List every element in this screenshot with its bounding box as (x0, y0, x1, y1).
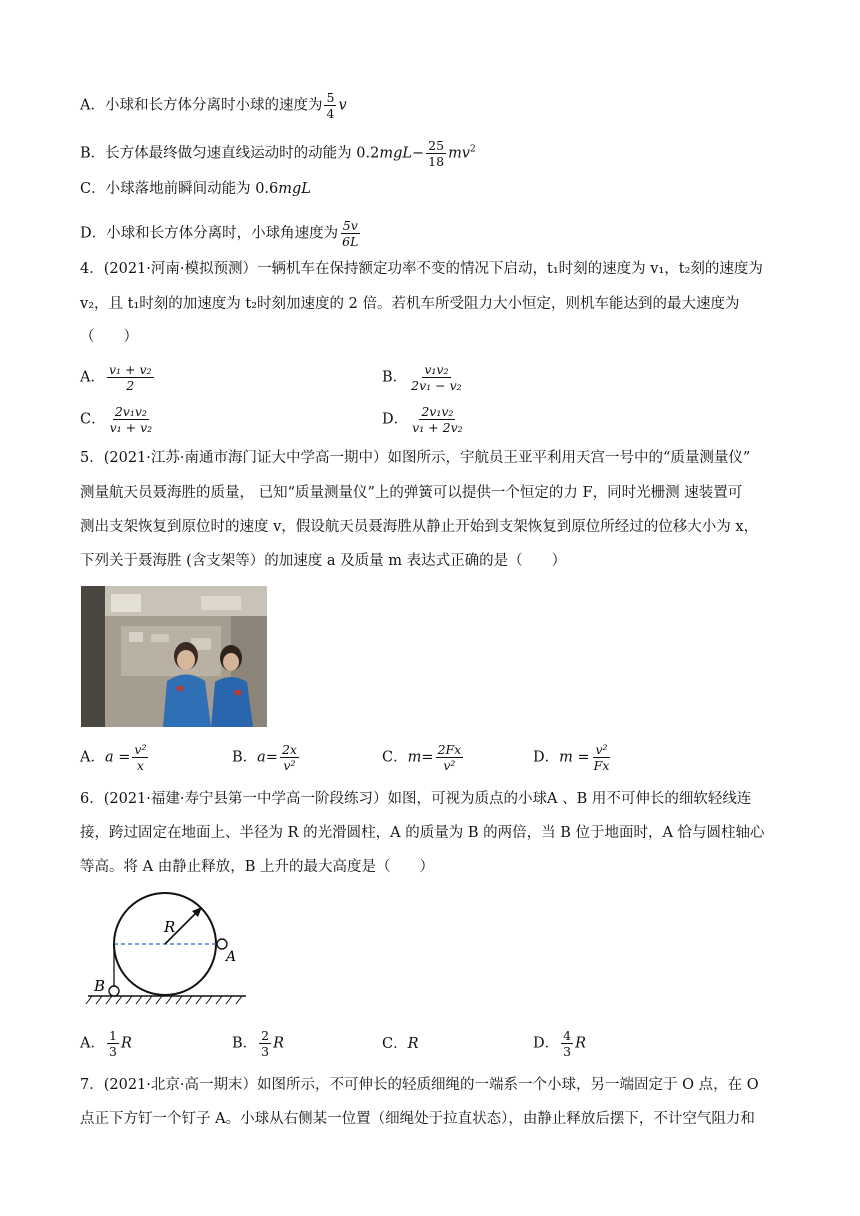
q5-option-b[interactable] (232, 742, 301, 773)
q4-option-d[interactable] (382, 404, 467, 435)
minus-sign: − (412, 145, 425, 162)
fraction: $\frac{2}{3}$ (261, 1028, 270, 1059)
option-text: A．小球和长方体分离时小球的速度为 (80, 97, 323, 114)
fraction: $\frac{\text{2v₁v₂}}{\text{v₁ + 2v₂}}$ (412, 404, 463, 435)
fraction: $\frac{25}{18}$ (428, 138, 445, 169)
variable: R (407, 1036, 419, 1052)
option-label: C． (382, 1036, 408, 1052)
variable: R (120, 1035, 132, 1052)
option-label: D． (533, 749, 560, 766)
formula-lhs: a= (257, 749, 278, 766)
formula-lhs: m = (559, 749, 590, 766)
q4-option-c[interactable] (80, 404, 156, 435)
q5-stem-line3: 测出支架恢复到原位时的速度 v，假设航天员聂海胜从静止开始到支架恢复到原位所经过的位移大小为 x， (80, 519, 759, 535)
q6-option-c[interactable] (382, 1032, 419, 1053)
ball-b-label: B (94, 977, 106, 995)
option-label: B． (382, 369, 408, 386)
option-label: B． (232, 1035, 258, 1052)
fraction: $\frac{\text{2v₁v₂}}{\text{v₁ + v₂}}$ (109, 404, 153, 435)
q4-stem-line3: （ ） (80, 329, 138, 345)
astronaut-photo-illustration (81, 586, 267, 727)
q3-option-a[interactable] (80, 90, 347, 121)
fraction: $\frac{5}{4}$ (326, 90, 335, 121)
astronaut-photo (81, 586, 267, 727)
q6-option-b[interactable] (232, 1028, 284, 1059)
q5-option-a[interactable] (80, 742, 150, 773)
q6-stem-line3: 等高。将 A 由静止释放，B 上升的最大高度是（ ） (80, 859, 434, 875)
radius-label: R (164, 918, 176, 936)
q5-stem-line4: 下列关于聂海胜 (含支架等）的加速度 a 及质量 m 表达式正确的是（ ） (80, 553, 567, 569)
q6-option-d[interactable] (533, 1028, 586, 1059)
variable: mgL (379, 145, 412, 162)
variable: v (338, 97, 347, 114)
option-label: D． (533, 1035, 560, 1052)
q6-option-a[interactable] (80, 1028, 132, 1059)
fraction: $\frac{2x}{\text{v²}}$ (281, 742, 297, 773)
option-text: B．长方体最终做匀速直线运动时的动能为 0.2 (80, 145, 380, 162)
fraction: $\frac{\text{v₁v₂}}{\text{2v₁ − v₂}}$ (411, 362, 462, 393)
ball-a-label: A (226, 949, 237, 965)
cylinder-diagram (82, 892, 252, 1008)
superscript: 2 (470, 144, 476, 155)
option-label: C． (382, 749, 408, 766)
variable: mv (448, 145, 471, 162)
q6-stem-line1: 6．(2021·福建·寿宁县第一中学高一阶段练习）如图，可视为质点的小球A 、B 用不可伸长的细软轻线连 (80, 791, 752, 807)
option-text: C．小球落地前瞬间动能为 0.6 (80, 181, 279, 197)
fraction: $\frac{\text{v₁ + v₂}}{2}$ (108, 362, 152, 393)
q7-stem-line1: 7．(2021·北京·高一期末）如图所示，不可伸长的轻质细绳的一端系一个小球，另一端固定于 O 点，在 O (80, 1077, 759, 1093)
q3-option-b[interactable] (80, 138, 476, 169)
q4-stem-line2: v₂，且 t₁时刻的加速度为 t₂时刻加速度的 2 倍。若机车所受阻力大小恒定，则机车能达到的最大速度为 (80, 296, 740, 312)
option-label: C． (80, 411, 106, 428)
fraction: $\frac{2Fx}{\text{v²}}$ (437, 742, 462, 773)
option-text: D．小球和长方体分离时，小球角速度为 (80, 225, 339, 242)
formula-lhs: m= (407, 749, 434, 766)
option-label: D． (382, 411, 409, 428)
variable: R (273, 1035, 285, 1052)
option-label: A． (80, 1035, 105, 1052)
q5-stem-line2: 测量航天员聂海胜的质量， 已知“质量测量仪”上的弹簧可以提供一个恒定的力 F，同时光栅测 速装置可 (80, 485, 743, 501)
q5-option-c[interactable] (382, 742, 465, 773)
q5-stem-line1: 5．(2021·江苏·南通市海门证大中学高一期中）如图所示，宇航员王亚平利用天宫一号中的“质量测量仪” (80, 450, 751, 466)
q7-stem-line2: 点正下方钉一个钉子 A。小球从右侧某一位置（细绳处于拉直状态），由静止释放后摆下，不计空气阻力和 (80, 1111, 755, 1127)
q4-stem-line1: 4．(2021·河南·模拟预测）一辆机车在保持额定功率不变的情况下启动，t₁时刻的速度为 v₁，t₂刻的速度为 (80, 261, 763, 277)
fraction: $\frac{1}{3}$ (108, 1028, 117, 1059)
fraction: $\frac{\text{v²}}{Fx}$ (593, 742, 610, 773)
q4-option-a[interactable] (80, 362, 156, 393)
option-label: B． (232, 749, 258, 766)
fraction: $\frac{5v}{6L}$ (342, 218, 359, 249)
variable: R (575, 1035, 587, 1052)
q6-stem-line2: 接，跨过固定在地面上、半径为 R 的光滑圆柱，A 的质量为 B 的两倍，当 B 位于地面时，A 恰与圆柱轴心 (80, 825, 765, 841)
option-label: A． (80, 369, 105, 386)
q5-option-d[interactable] (533, 742, 613, 773)
q4-option-b[interactable] (382, 362, 466, 393)
q3-option-d[interactable] (80, 218, 362, 249)
fraction: $\frac{\text{v²}}{x}$ (134, 742, 147, 773)
fraction: $\frac{4}{3}$ (563, 1028, 572, 1059)
formula-lhs: a = (104, 749, 131, 766)
q3-option-c[interactable] (80, 178, 311, 200)
option-label: A． (80, 749, 105, 766)
variable: mgL (278, 181, 311, 197)
